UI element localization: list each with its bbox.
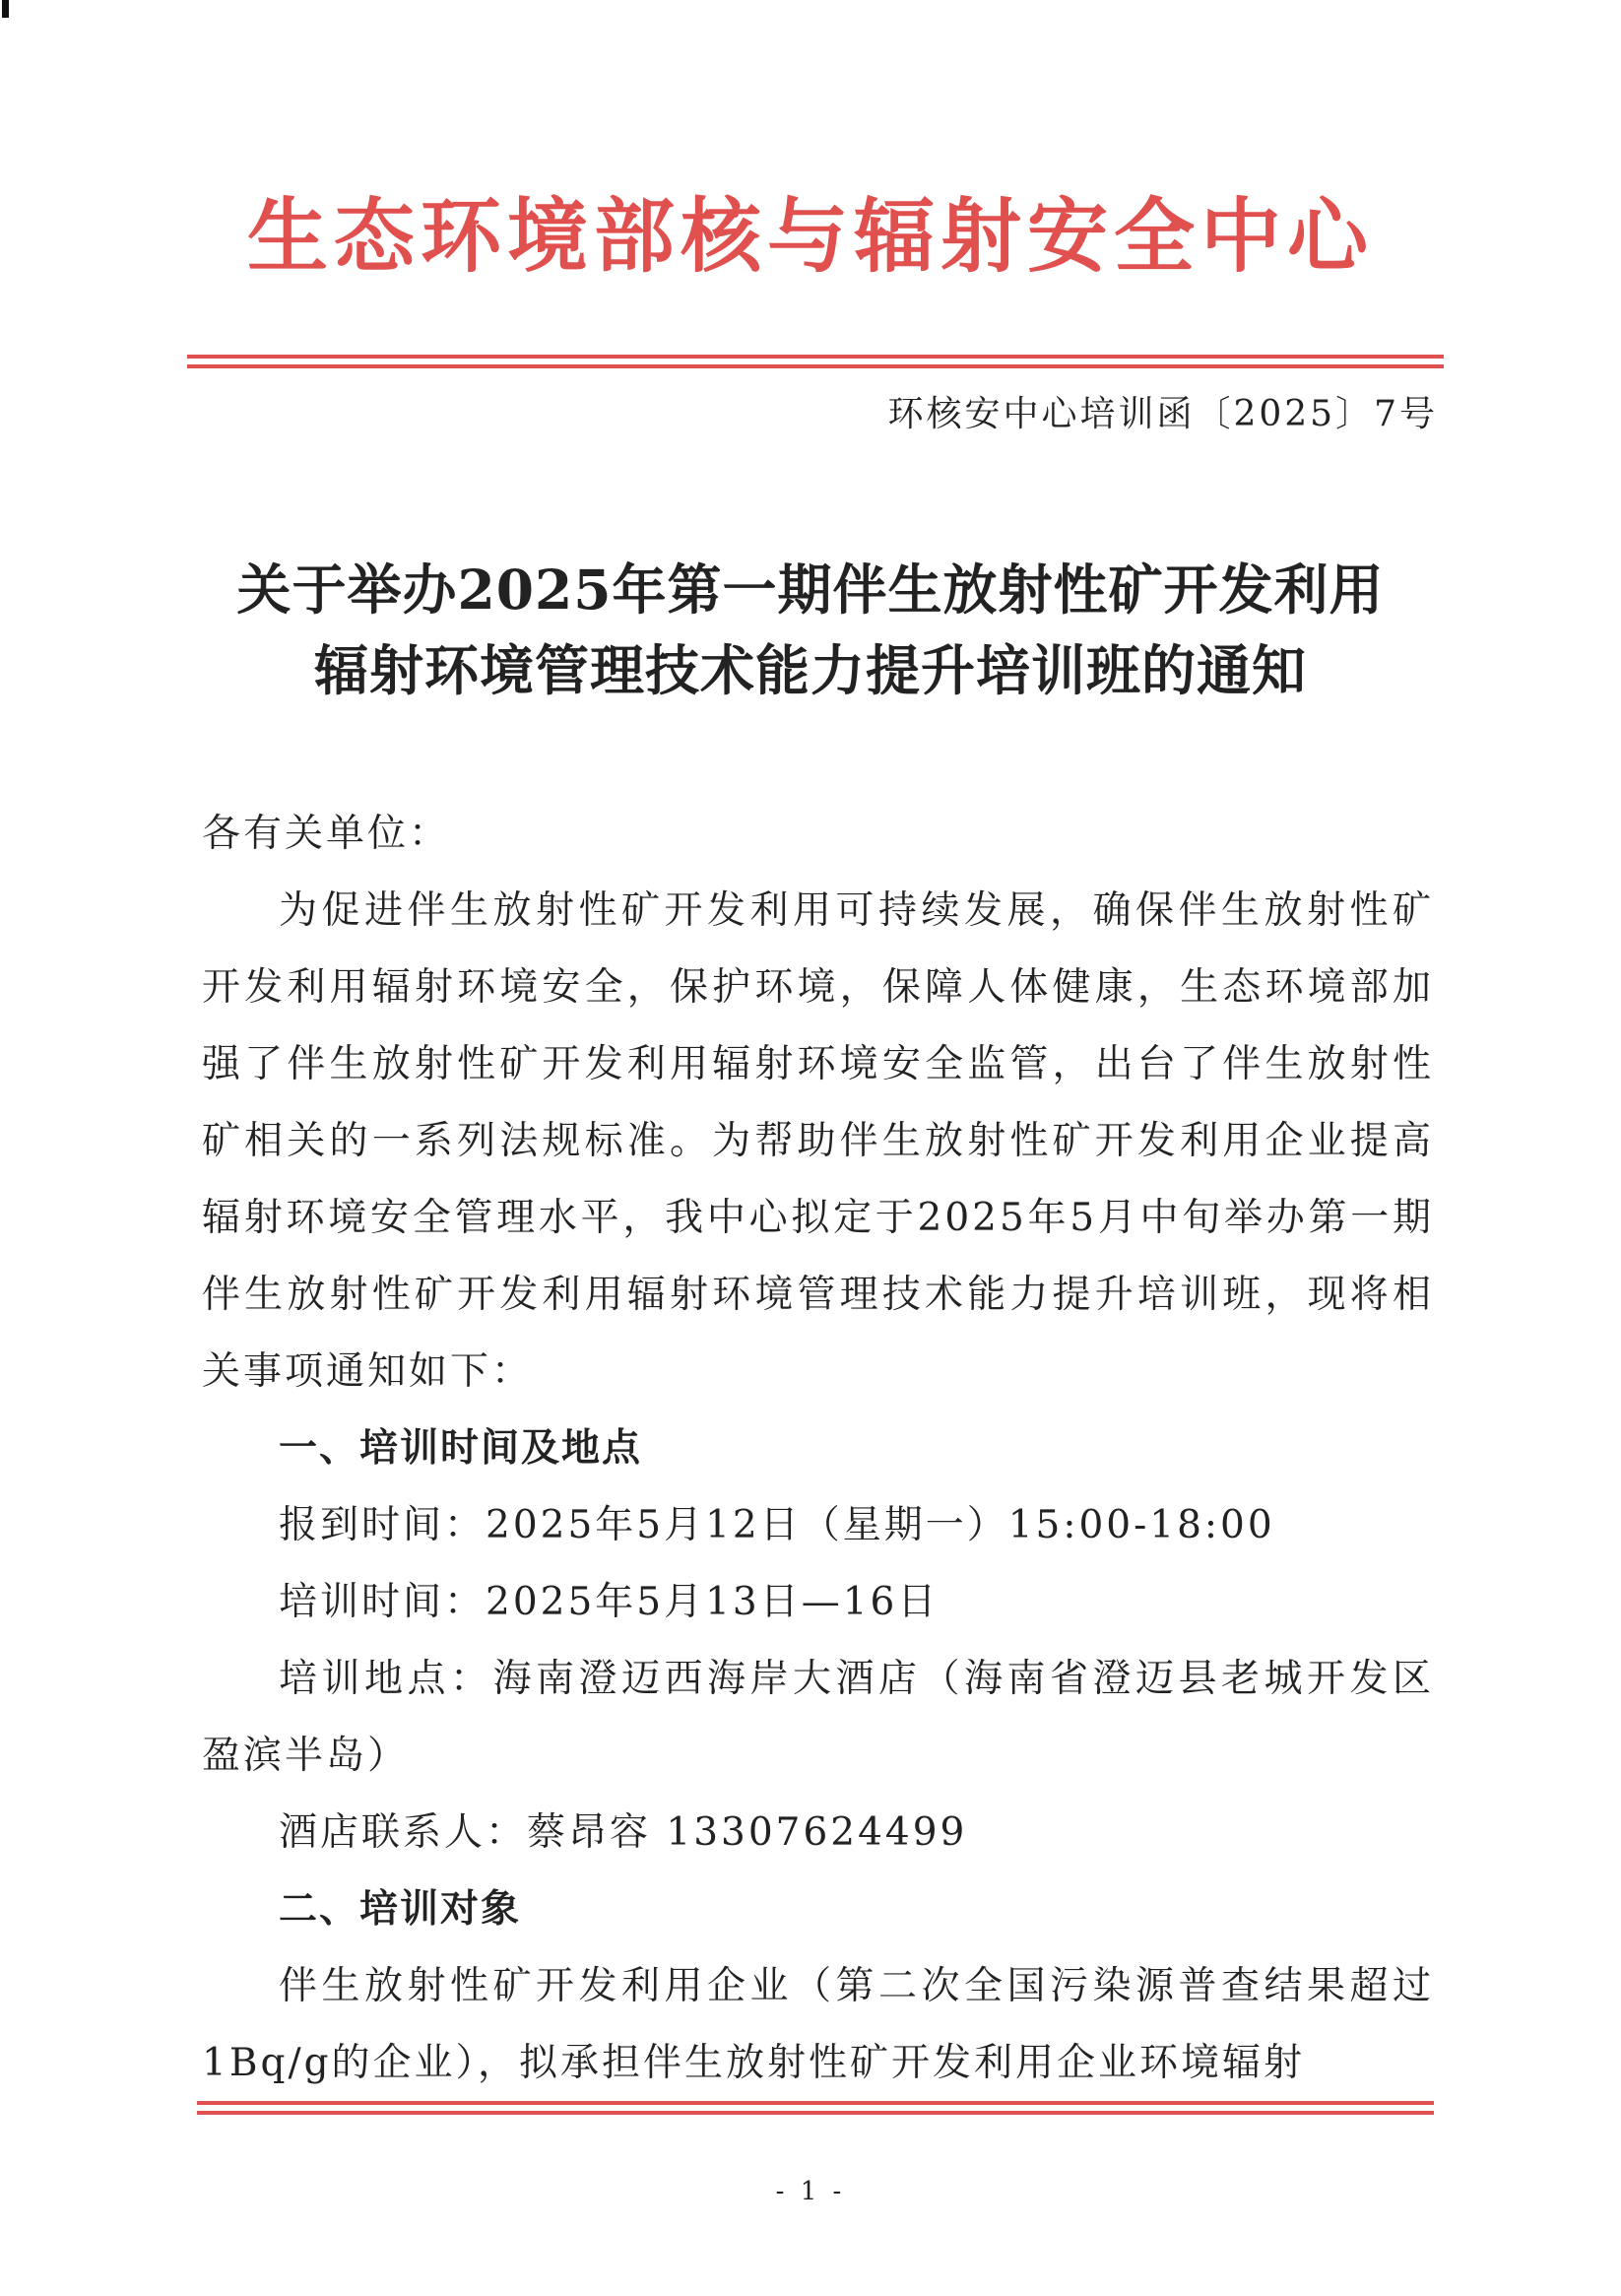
document-number: 环核安中心培训函〔2025〕7号 — [887, 394, 1438, 434]
letterhead-org-name: 生态环境部核与辐射安全中心 — [246, 190, 1374, 284]
intro-paragraph: 为促进伴生放射性矿开发利用可持续发展，确保伴生放射性矿开发利用辐射环境安全，保护环境，保障人体健康，生态环境部加强了伴生放射性矿开发利用辐射环境安全监管，出台了伴生放射性矿相关的一系列法规标准。为帮助伴生放射性矿开发利用企业提高辐射环境安全管理水平，我中心拟定于2025年5月中旬举办第一期伴生放射性矿开发利用辐射环境管理技术能力提升培训班，现将相关事项通知如下： — [202, 888, 1434, 1394]
title-line-2: 辐射环境管理技术能力提升培训班的通知 — [313, 638, 1307, 702]
audience-paragraph: 伴生放射性矿开发利用企业（第二次全国污染源普查结果超过1Bq/g的企业），拟承担伴生放射性矿开发利用企业环境辐射 — [202, 1964, 1434, 2085]
training-time: 培训时间：2025年5月13日—16日 — [279, 1580, 940, 1624]
page-number: - 1 - — [775, 2177, 846, 2206]
training-location: 培训地点：海南澄迈西海岸大酒店（海南省澄迈县老城开发区盈滨半岛） — [202, 1657, 1434, 1778]
footer-red-rule — [197, 2101, 1434, 2115]
document-title — [177, 550, 1444, 711]
section-heading-audience: 二、培训对象 — [279, 1887, 522, 1932]
salutation: 各有关单位： — [202, 812, 451, 856]
hotel-contact: 酒店联系人：蔡昂容 13307624499 — [279, 1810, 968, 1855]
scan-corner-mark — [2, 0, 9, 18]
title-line-1: 关于举办2025年第一期伴生放射性矿开发利用 — [236, 558, 1385, 622]
checkin-time: 报到时间：2025年5月12日（星期一）15:00-18:00 — [279, 1503, 1275, 1547]
document-body — [202, 796, 1434, 2102]
letterhead-red-rule — [187, 355, 1444, 368]
section-heading-time-location: 一、培训时间及地点 — [279, 1426, 643, 1471]
